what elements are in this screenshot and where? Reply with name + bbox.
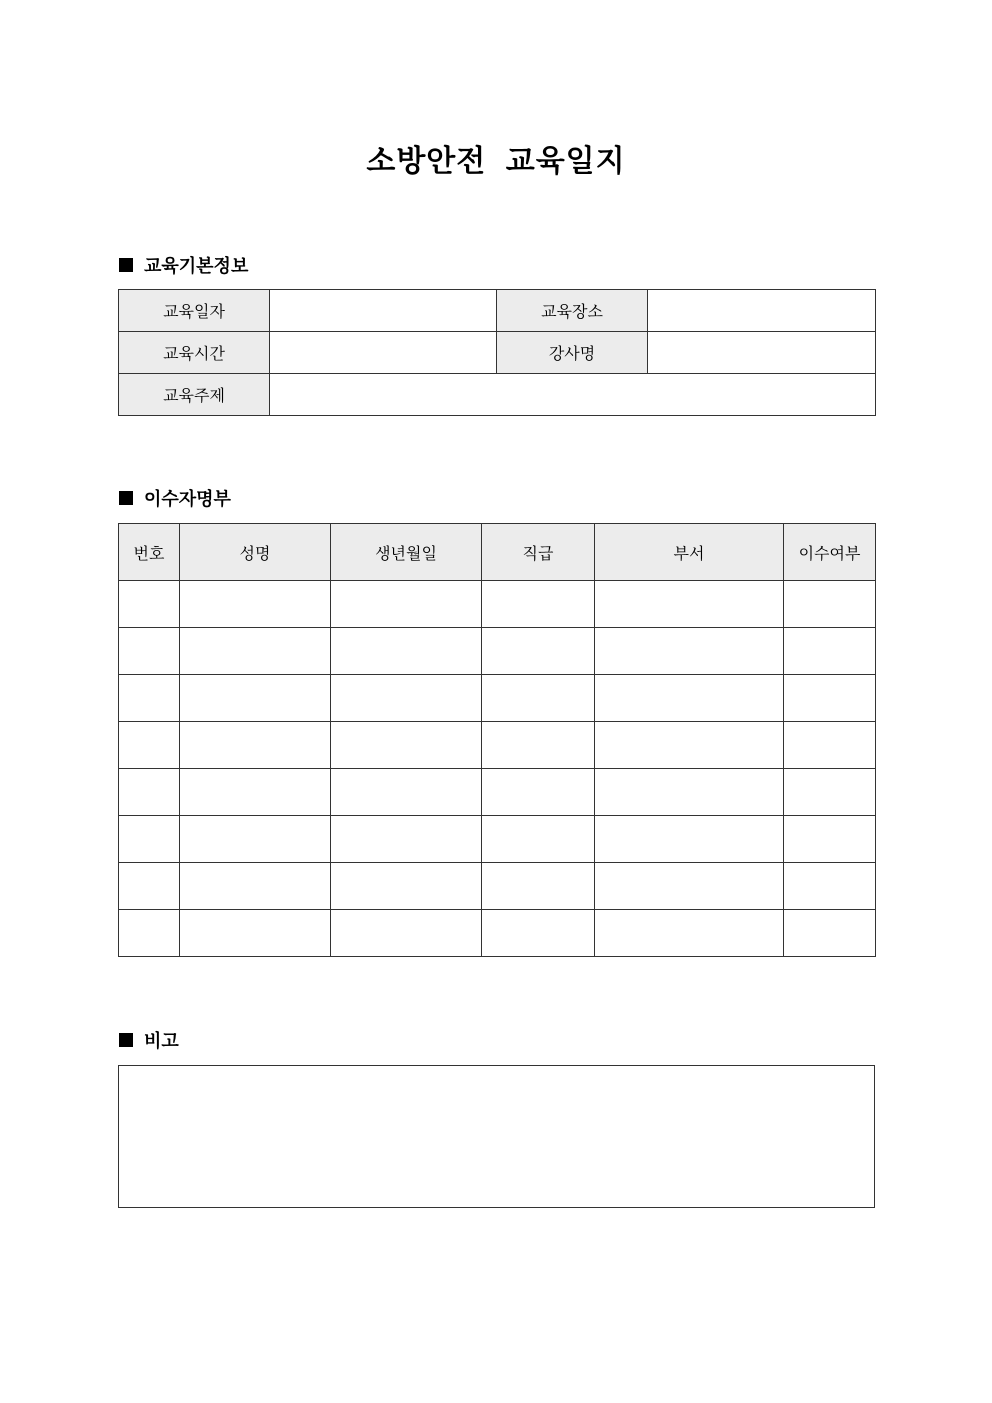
column-header-name: 성명 [180,524,331,581]
remarks-section-heading-text: 비고 [144,1031,179,1052]
number-cell[interactable] [119,675,180,722]
completion-cell[interactable] [784,581,876,628]
square-bullet-icon [119,491,133,505]
table-row [119,581,876,628]
instructor-field[interactable] [648,332,876,374]
column-header-number: 번호 [119,524,180,581]
document-title: 소방안전 교육일지 [366,144,626,179]
table-row [119,769,876,816]
completion-cell[interactable] [784,722,876,769]
table-row [119,722,876,769]
rank-cell[interactable] [482,628,595,675]
time-label: 교육시간 [119,332,270,374]
rank-cell[interactable] [482,722,595,769]
number-cell[interactable] [119,722,180,769]
completion-cell[interactable] [784,675,876,722]
department-cell[interactable] [595,675,784,722]
department-cell[interactable] [595,581,784,628]
birthdate-cell[interactable] [331,910,482,957]
completion-cell[interactable] [784,816,876,863]
rank-cell[interactable] [482,769,595,816]
topic-field[interactable] [270,374,876,416]
name-cell[interactable] [180,769,331,816]
column-header-completion: 이수여부 [784,524,876,581]
department-cell[interactable] [595,816,784,863]
birthdate-cell[interactable] [331,675,482,722]
square-bullet-icon [119,258,133,272]
info-row-time-instructor [119,332,876,374]
table-row [119,675,876,722]
completion-cell[interactable] [784,769,876,816]
column-header-rank: 직급 [482,524,595,581]
column-header-birthdate: 생년월일 [331,524,482,581]
roster-table [118,523,876,957]
completion-cell[interactable] [784,628,876,675]
department-cell[interactable] [595,628,784,675]
time-field[interactable] [270,332,497,374]
column-header-department: 부서 [595,524,784,581]
square-bullet-icon [119,1033,133,1047]
info-row-topic [119,374,876,416]
roster-header-row [119,524,876,581]
number-cell[interactable] [119,910,180,957]
basic-info-table [118,289,876,416]
info-section-heading-text: 교육기본정보 [144,256,249,277]
department-cell[interactable] [595,910,784,957]
birthdate-cell[interactable] [331,863,482,910]
name-cell[interactable] [180,628,331,675]
rank-cell[interactable] [482,910,595,957]
info-row-date-place [119,290,876,332]
info-section-heading [119,253,248,277]
name-cell[interactable] [180,722,331,769]
rank-cell[interactable] [482,675,595,722]
table-row [119,628,876,675]
remarks-field[interactable] [118,1065,875,1208]
department-cell[interactable] [595,863,784,910]
date-field[interactable] [270,290,497,332]
birthdate-cell[interactable] [331,628,482,675]
table-row [119,863,876,910]
remarks-section-heading [119,1028,179,1052]
department-cell[interactable] [595,722,784,769]
name-cell[interactable] [180,816,331,863]
rank-cell[interactable] [482,863,595,910]
number-cell[interactable] [119,816,180,863]
table-row [119,910,876,957]
place-field[interactable] [648,290,876,332]
completion-cell[interactable] [784,910,876,957]
roster-section-heading [119,486,231,510]
number-cell[interactable] [119,628,180,675]
completion-cell[interactable] [784,863,876,910]
date-label: 교육일자 [119,290,270,332]
roster-body [119,581,876,957]
place-label: 교육장소 [497,290,648,332]
instructor-label: 강사명 [497,332,648,374]
rank-cell[interactable] [482,581,595,628]
name-cell[interactable] [180,581,331,628]
birthdate-cell[interactable] [331,722,482,769]
number-cell[interactable] [119,769,180,816]
roster-section-heading-text: 이수자명부 [144,489,231,510]
name-cell[interactable] [180,675,331,722]
number-cell[interactable] [119,581,180,628]
table-row [119,816,876,863]
rank-cell[interactable] [482,816,595,863]
birthdate-cell[interactable] [331,816,482,863]
name-cell[interactable] [180,910,331,957]
topic-label: 교육주제 [119,374,270,416]
name-cell[interactable] [180,863,331,910]
number-cell[interactable] [119,863,180,910]
birthdate-cell[interactable] [331,769,482,816]
birthdate-cell[interactable] [331,581,482,628]
department-cell[interactable] [595,769,784,816]
